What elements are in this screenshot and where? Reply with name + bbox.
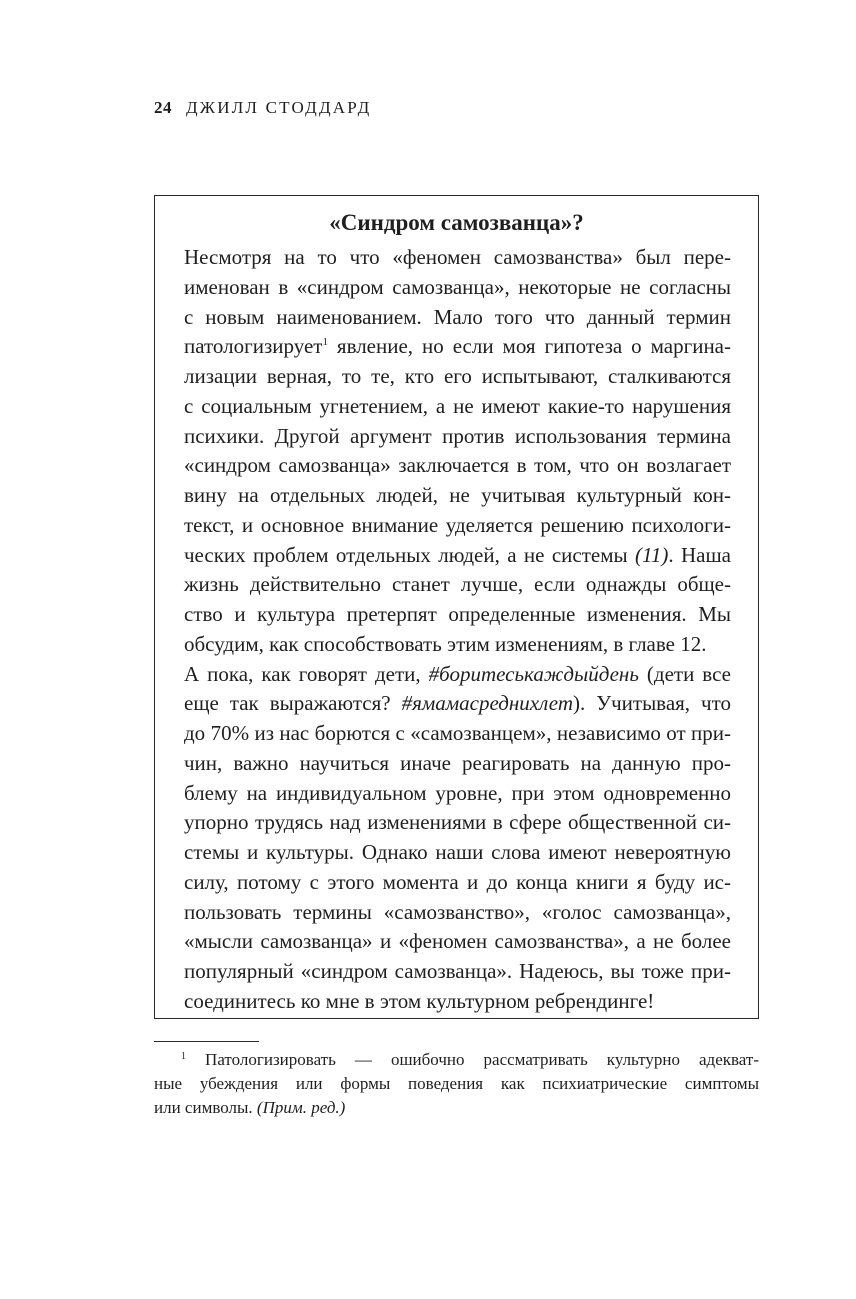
body-line: до 70% из нас борются с «самозванцем», независимо от при-	[184, 721, 731, 745]
body-line: упорно трудясь над изменениями в сфере общественной си-	[184, 810, 731, 835]
sidebar-body	[184, 243, 731, 1017]
author-name: ДЖИЛЛ СТОДДАРД	[186, 98, 372, 117]
footnote-marker: 1	[322, 336, 328, 349]
footnote-line: ные убеждения или формы поведения как психиатрические симптомы	[154, 1074, 759, 1093]
body-line: жизнь действительно станет лучше, если однажды обще-	[184, 572, 731, 597]
body-line: психики. Другой аргумент против использования термина	[184, 423, 731, 448]
footnote	[154, 1048, 759, 1120]
body-line: ческих проблем отдельных людей, а не системы (11). Наша	[184, 542, 731, 567]
running-head	[154, 98, 371, 118]
body-line: еще так выражаются? #ямамасреднихлет). Учитывая, что	[184, 691, 732, 716]
body-line: чин, важно научиться иначе реагировать на данную про-	[184, 750, 731, 775]
sidebar-box	[154, 195, 759, 1019]
body-line: с новым наименованием. Мало того что данный термин	[184, 304, 731, 329]
body-line: лизации верная, то те, кто его испытывают, сталкиваются	[184, 364, 731, 388]
body-line: именован в «синдром самозванца», некоторые не согласны	[184, 274, 731, 299]
body-line: ство и культура претерпят определенные изменения. Мы	[184, 602, 731, 626]
body-line: вину на отдельных людей, не учитывая культурный кон-	[184, 483, 731, 507]
body-line: популярный «синдром самозванца». Надеюсь, вы тоже при-	[184, 959, 731, 983]
body-line: текст, и основное внимание уделяется решению психологи-	[184, 512, 731, 537]
footnote-number: 1	[181, 1051, 186, 1062]
body-line: обсудим, как способствовать этим изменениям, в главе 12.	[184, 631, 707, 656]
body-line: блему на индивидуальном уровне, при этом одновременно	[184, 780, 731, 805]
hashtag: #боритеськаждыйдень	[428, 661, 639, 686]
body-line: пользовать термины «самозванство», «голос самозванца»,	[184, 899, 731, 924]
hashtag: #ямамасреднихлет	[401, 691, 573, 716]
body-line: А пока, как говорят дети, #боритеськаждыйдень (дети все	[184, 661, 731, 686]
footnote-line: или символы. (Прим. ред.)	[154, 1098, 346, 1117]
body-line: «мысли самозванца» и «феномен самозванства», а не более	[184, 929, 731, 954]
body-line: «синдром самозванца» заключается в том, что он возлагает	[184, 453, 731, 478]
body-line: силу, потому с этого момента и до конца книги я буду ис-	[184, 869, 731, 894]
page-number: 24	[154, 98, 172, 117]
body-line: Несмотря на то что «феномен самозванства» был пере-	[184, 245, 731, 269]
body-line: с социальным угнетением, а не имеют какие-то нарушения	[184, 393, 731, 418]
body-line: соединитесь ко мне в этом культурном ребрендинге!	[184, 988, 655, 1013]
footnote-divider	[154, 1041, 259, 1042]
sidebar-title: «Синдром самозванца»?	[329, 210, 584, 235]
body-line: стемы и культуры. Однако наши слова имеют невероятную	[184, 840, 731, 864]
editor-note: (Прим. ред.)	[256, 1098, 346, 1117]
footnote-line: $^1$ Патологизировать — ошибочно рассматривать культурно адекват-	[181, 1050, 759, 1069]
body-line: патологизирует$^1$ явление, но если моя гипотеза о маргина-	[184, 334, 731, 359]
citation-reference: (11)	[634, 542, 669, 567]
